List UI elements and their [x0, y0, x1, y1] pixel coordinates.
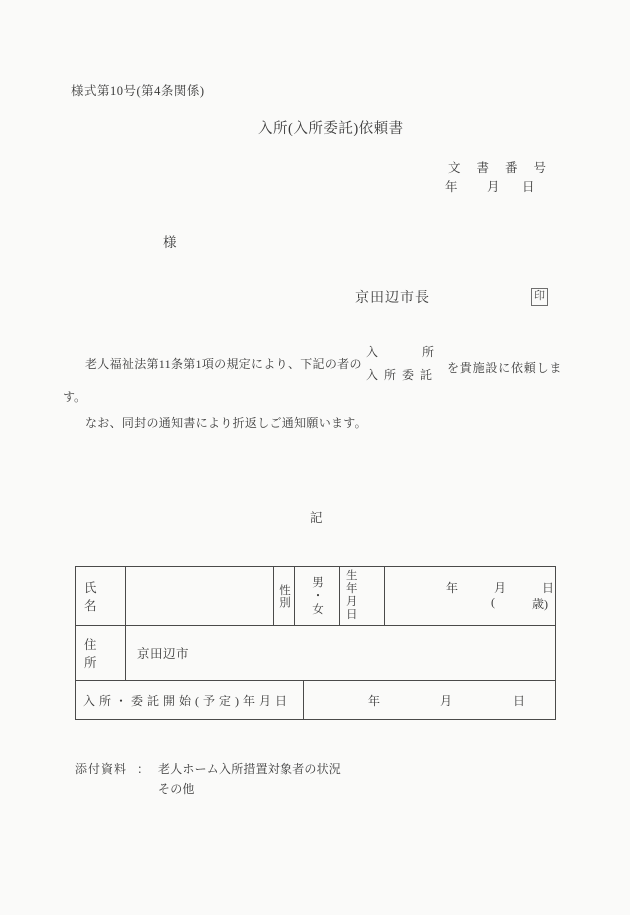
birthdate-label: [340, 567, 385, 625]
seal-box: [531, 288, 548, 306]
start-date-label: 入所・委託開始(予定)年月日: [76, 681, 304, 719]
document-title: 入所(入所委託)依頼書: [258, 121, 404, 137]
start-day-label: 日: [513, 694, 526, 708]
choice-admission: 入所: [366, 345, 479, 359]
table-row-name: [76, 567, 555, 626]
birthdate-label-line1: 生年: [346, 570, 368, 595]
body-sentence1-post: を貴施設に依頼しま: [447, 361, 563, 375]
body-sentence1-pre: 老人福祉法第11条第1項の規定により、下記の者の: [85, 357, 362, 371]
birthdate-value-cell: [385, 567, 555, 625]
start-year-label: 年: [368, 694, 381, 708]
address-label: 住所: [76, 626, 126, 680]
sex-options: 男・女: [295, 567, 340, 625]
table-row-start-date: [76, 681, 555, 719]
applicant-table: [75, 566, 556, 720]
birthdate-label-line2: 月日: [346, 596, 368, 621]
age-suffix: 歳): [532, 597, 548, 611]
body-sentence1-cont: す。: [63, 390, 87, 404]
sex-label: 性別: [274, 567, 295, 625]
header-date-month: 月: [487, 180, 500, 194]
name-value-cell: [126, 567, 274, 625]
start-month-label: 月: [440, 694, 453, 708]
choice-admission-entrust: 入所委託: [366, 368, 439, 382]
header-date-day: 日: [522, 180, 535, 194]
birth-day-label: 日: [542, 581, 555, 595]
admission-choice-block: [366, 345, 479, 382]
attachment-item: 老人ホーム入所措置対象者の状況: [158, 762, 342, 776]
start-date-value-cell: [304, 681, 555, 719]
addressee-suffix: 様: [163, 235, 177, 250]
attachments-colon: ：: [137, 762, 150, 776]
body-sentence2: なお、同封の通知書により折返しご通知願います。: [85, 416, 367, 430]
attachment-item: その他: [158, 782, 195, 796]
form-number: 様式第10号(第4条関係): [71, 84, 205, 98]
seal-label: 印: [534, 290, 545, 303]
table-row-address: [76, 626, 555, 681]
age-paren-open: (: [491, 595, 495, 609]
name-label: 氏名: [76, 567, 126, 625]
address-value: 京田辺市: [137, 647, 190, 661]
header-date-year: 年: [445, 180, 458, 194]
birth-month-label: 月: [494, 581, 507, 595]
birth-year-label: 年: [446, 581, 459, 595]
attachments-label: 添付資料: [75, 762, 128, 776]
doc-number-label: 文書番号: [448, 161, 563, 175]
section-mark: 記: [310, 511, 323, 525]
sender-title: 京田辺市長: [355, 291, 430, 306]
